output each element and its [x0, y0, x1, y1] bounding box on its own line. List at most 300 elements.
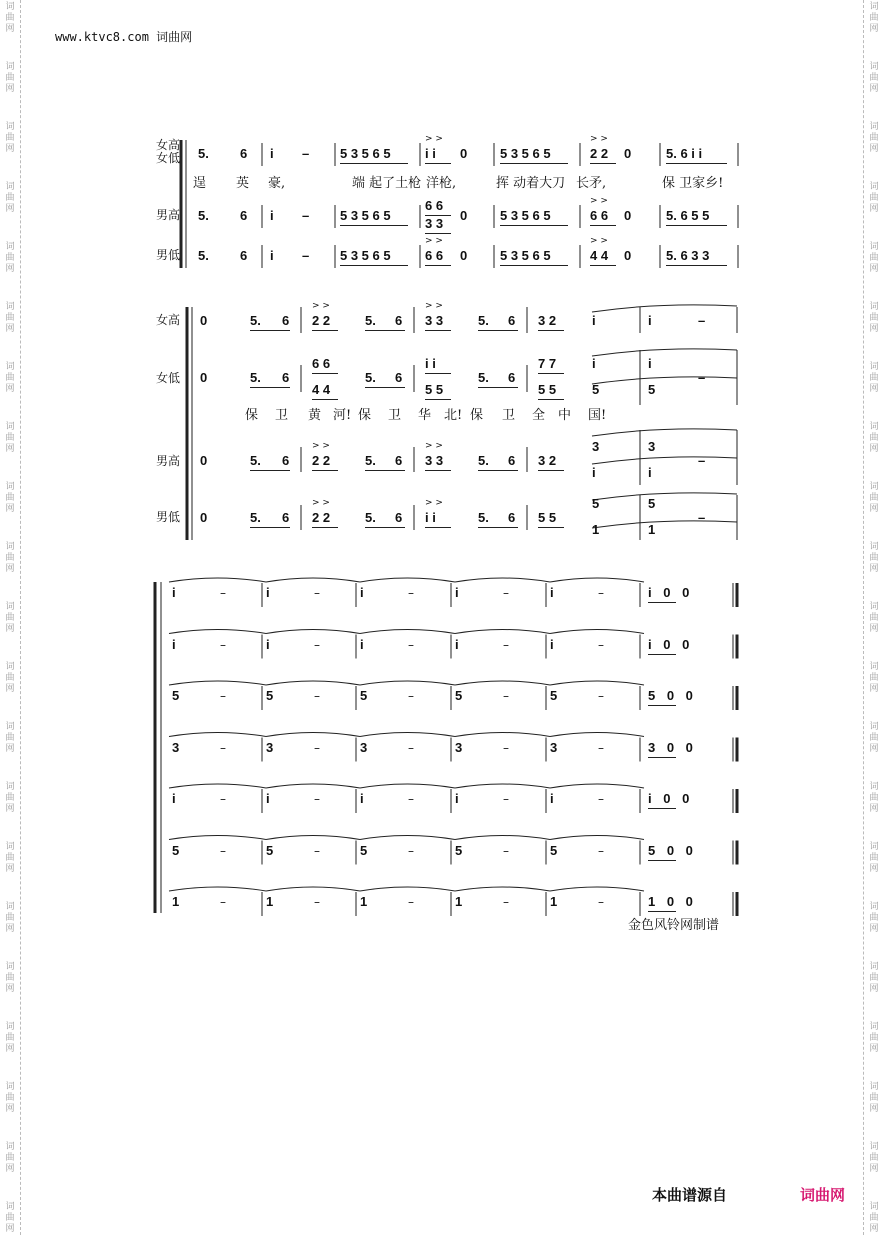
note: 6 6	[590, 208, 609, 223]
lyric: 卫	[502, 408, 516, 423]
voice-label-bass: 男低	[156, 248, 181, 262]
lyric: 黄	[308, 408, 322, 423]
voice-label-tenor-2: 男高	[156, 454, 181, 468]
note: 6	[282, 453, 290, 468]
site-name[interactable]: 词曲网	[156, 30, 193, 44]
note: 0	[624, 208, 632, 223]
watermark-text: 词 曲 网	[5, 1142, 15, 1174]
site-url[interactable]: www.ktvc8.com	[55, 30, 149, 44]
dash: –	[598, 637, 604, 652]
note: 0	[460, 208, 468, 223]
beam-line	[425, 215, 451, 216]
watermark-text: 词 曲 网	[869, 782, 879, 814]
dash: –	[408, 895, 414, 909]
note: 5. 6 i i	[666, 146, 703, 161]
accent-mark: > >	[425, 498, 443, 508]
note: 5.	[250, 370, 261, 385]
beam-line	[365, 387, 405, 388]
note: 5. 6 5 5	[666, 208, 710, 223]
watermark-text: 词 曲 网	[5, 1082, 15, 1114]
note: i	[266, 636, 270, 652]
beam-line	[365, 527, 405, 528]
note: 2 2	[312, 453, 331, 468]
beam-line	[250, 470, 290, 471]
accent-mark: > >	[312, 441, 330, 451]
note: –	[302, 248, 310, 263]
note: 5 3 5 6 5	[500, 146, 551, 161]
note: 6	[508, 510, 516, 525]
watermark-text: 词 曲 网	[869, 602, 879, 634]
note: 5	[550, 688, 558, 703]
note: 5	[455, 842, 463, 858]
beam-line	[340, 225, 408, 226]
dash: –	[220, 689, 226, 703]
beam-line	[538, 470, 564, 471]
note: 5.	[365, 370, 376, 385]
beam-line	[425, 527, 451, 528]
note: 6	[282, 370, 290, 385]
dash: –	[314, 792, 320, 806]
note: 6	[508, 370, 516, 385]
note: i	[172, 791, 176, 806]
beam-line	[648, 808, 676, 809]
watermark-text: 词 曲 网	[5, 482, 15, 514]
note: 6	[508, 313, 516, 328]
note: i 0 0	[648, 636, 694, 652]
lyric: 逞	[193, 176, 207, 191]
note: 1	[592, 522, 600, 537]
note: 3 2	[538, 313, 557, 328]
note: 5.	[478, 370, 489, 385]
note: 5.	[198, 208, 209, 223]
lyric: 保	[245, 408, 259, 423]
note: 3	[455, 739, 463, 755]
note: 4 4	[312, 382, 331, 397]
note: 5.	[198, 248, 209, 263]
note: 5	[172, 842, 180, 858]
watermark-text: 词 曲 网	[5, 122, 15, 154]
note: i	[360, 636, 364, 652]
note: 0	[200, 313, 208, 328]
note: 5	[648, 382, 656, 397]
note: 0	[624, 146, 632, 161]
note: 5.	[250, 453, 261, 468]
note: i	[592, 313, 596, 328]
lyric: 卫	[388, 408, 402, 423]
note: 5 3 5 6 5	[340, 248, 391, 263]
dash: –	[220, 895, 226, 909]
note: 1 0 0	[648, 894, 697, 909]
beam-line	[250, 527, 290, 528]
beam-line	[538, 399, 564, 400]
beam-line	[648, 602, 676, 603]
beam-line	[478, 387, 518, 388]
note: 6 6	[312, 356, 331, 371]
dash: –	[220, 740, 226, 755]
watermark-text: 词 曲 网	[869, 1022, 879, 1054]
lyric: 长矛,	[576, 176, 607, 191]
note: 5 5	[538, 510, 557, 525]
lyric: 全	[532, 408, 546, 423]
beam-line	[500, 225, 568, 226]
note: 2 2	[312, 313, 331, 328]
watermark-text: 词 曲 网	[5, 902, 15, 934]
beam-line	[478, 527, 518, 528]
dash: –	[503, 843, 509, 858]
dash: –	[408, 637, 414, 652]
note: 5 0 0	[648, 688, 697, 703]
note: 0	[200, 510, 208, 525]
lyric: 挥 动着大刀	[496, 176, 566, 191]
watermark-text: 词 曲 网	[5, 602, 15, 634]
dash: –	[408, 740, 414, 755]
note: 5.	[478, 453, 489, 468]
note: i	[455, 585, 459, 600]
watermark-text: 词 曲 网	[869, 902, 879, 934]
note: 3	[550, 739, 558, 755]
note: 5 3 5 6 5	[340, 208, 391, 223]
dash: –	[598, 586, 604, 600]
beam-line	[648, 705, 676, 706]
watermark-text: 词 曲 网	[5, 2, 15, 34]
note: 6 6	[425, 198, 444, 213]
watermark-text: 词 曲 网	[5, 542, 15, 574]
beam-line	[648, 911, 676, 912]
note: 5 3 5 6 5	[500, 248, 551, 263]
dash: –	[314, 689, 320, 703]
beam-line	[312, 330, 338, 331]
beam-line	[312, 470, 338, 471]
note: i	[592, 465, 596, 480]
note: i	[172, 585, 176, 600]
note: i	[270, 146, 274, 161]
note: i	[550, 636, 554, 652]
dash: –	[220, 637, 226, 652]
note: i 0 0	[648, 585, 694, 600]
beam-line	[425, 233, 451, 234]
note: i	[270, 208, 274, 223]
watermark-text: 词 曲 网	[869, 422, 879, 454]
note: 7 7	[538, 356, 557, 371]
note: 6	[395, 510, 403, 525]
accent-mark: > >	[425, 441, 443, 451]
note: 0	[460, 248, 468, 263]
note: 5	[648, 496, 656, 511]
accent-mark: > >	[590, 196, 608, 206]
footer-source-label: 本曲谱源自	[652, 1186, 728, 1204]
note: 5.	[365, 453, 376, 468]
beam-line	[500, 265, 568, 266]
note: 5.	[198, 146, 209, 161]
note: 1	[550, 894, 558, 909]
watermark-text: 词 曲 网	[869, 1202, 879, 1234]
lyric: 河!	[333, 408, 352, 423]
note: 5 5	[425, 382, 444, 397]
watermark-text: 词 曲 网	[869, 842, 879, 874]
note: 6	[240, 208, 248, 223]
note: 3	[172, 739, 180, 755]
voice-label-bass-2: 男低	[156, 510, 181, 524]
watermark-text: 词 曲 网	[869, 1142, 879, 1174]
watermark-text: 词 曲 网	[869, 2, 879, 34]
beam-line	[538, 527, 564, 528]
note: i 0 0	[648, 791, 694, 806]
watermark-text: 词 曲 网	[5, 662, 15, 694]
note: 4 4	[590, 248, 609, 263]
note: i	[592, 356, 596, 371]
dash: –	[314, 586, 320, 600]
credit-text: 金色风铃网制谱	[628, 918, 720, 933]
watermark-text: 词 曲 网	[869, 542, 879, 574]
lyric: 英	[236, 176, 250, 191]
accent-mark: > >	[590, 236, 608, 246]
watermark-text: 词 曲 网	[5, 1022, 15, 1054]
note: i	[648, 356, 652, 371]
beam-line	[666, 163, 727, 164]
beam-line	[500, 163, 568, 164]
beam-line	[365, 470, 405, 471]
note: 3	[648, 439, 656, 454]
dash: –	[598, 689, 604, 703]
note: 0	[460, 146, 468, 161]
note: i	[455, 636, 459, 652]
beam-line	[312, 527, 338, 528]
note: i	[455, 791, 459, 806]
dash: –	[314, 637, 320, 652]
note: 5	[592, 382, 600, 397]
beam-line	[425, 399, 451, 400]
note: 5.	[478, 313, 489, 328]
note: –	[698, 370, 706, 385]
dash: –	[598, 740, 604, 755]
voice-label-women: 女高 女低	[156, 138, 181, 165]
note: 3 3	[425, 216, 444, 231]
watermark-text: 词 曲 网	[5, 302, 15, 334]
dash: –	[220, 792, 226, 806]
note: 6	[240, 248, 248, 263]
note: 6	[395, 370, 403, 385]
beam-line	[312, 373, 338, 374]
dash: –	[314, 895, 320, 909]
note: 5 3 5 6 5	[340, 146, 391, 161]
note: 3	[592, 439, 600, 454]
note: 0	[624, 248, 632, 263]
watermark-text: 词 曲 网	[869, 662, 879, 694]
note: 3 3	[425, 313, 444, 328]
watermark-text: 词 曲 网	[869, 362, 879, 394]
note: 6 6	[425, 248, 444, 263]
note: 3 2	[538, 453, 557, 468]
note: 5	[266, 688, 274, 703]
lyric: 国!	[588, 408, 607, 423]
beam-line	[590, 265, 616, 266]
accent-mark: > >	[312, 301, 330, 311]
note: 6	[240, 146, 248, 161]
watermark-text: 词 曲 网	[869, 242, 879, 274]
note: 3 3	[425, 453, 444, 468]
watermark-text: 词 曲 网	[869, 302, 879, 334]
note: 1	[648, 522, 656, 537]
note: 2 2	[590, 146, 609, 161]
watermark-text: 词 曲 网	[5, 422, 15, 454]
lyric: 洋枪,	[426, 176, 457, 191]
note: i	[648, 313, 652, 328]
beam-line	[478, 470, 518, 471]
footer-source-site[interactable]: 词曲网	[800, 1186, 846, 1204]
watermark-text: 词 曲 网	[869, 62, 879, 94]
note: 1	[360, 894, 368, 909]
dash: –	[314, 843, 320, 858]
note: i	[360, 585, 364, 600]
note: i	[270, 248, 274, 263]
dash: –	[408, 586, 414, 600]
note: 6	[282, 510, 290, 525]
note: 5 0 0	[648, 842, 697, 858]
beam-line	[250, 387, 290, 388]
watermark-text: 词 曲 网	[869, 962, 879, 994]
dash: –	[220, 843, 226, 858]
note: –	[698, 510, 706, 525]
note: 1	[172, 894, 180, 909]
note: 6	[395, 313, 403, 328]
beam-line	[340, 163, 408, 164]
note: –	[302, 146, 310, 161]
note: i	[172, 636, 176, 652]
note: 3	[360, 739, 368, 755]
watermark-text: 词 曲 网	[869, 122, 879, 154]
note: 0	[200, 370, 208, 385]
dash: –	[314, 740, 320, 755]
note: i	[550, 585, 554, 600]
beam-line	[538, 373, 564, 374]
voice-label-soprano: 女高	[156, 313, 181, 327]
beam-line	[425, 163, 451, 164]
dash: –	[503, 792, 509, 806]
beam-line	[425, 265, 451, 266]
watermark-text: 词 曲 网	[869, 1082, 879, 1114]
accent-mark: > >	[425, 301, 443, 311]
note: 3	[266, 739, 274, 755]
note: i i	[425, 510, 436, 525]
note: 5. 6 3 3	[666, 248, 710, 263]
beam-line	[590, 163, 616, 164]
note: 5 5	[538, 382, 557, 397]
note: 6	[395, 453, 403, 468]
voice-label-tenor: 男高	[156, 208, 181, 222]
watermark-text: 词 曲 网	[5, 1202, 15, 1234]
note: 6	[282, 313, 290, 328]
watermark-text: 词 曲 网	[5, 62, 15, 94]
note: 5	[266, 842, 274, 858]
accent-mark: > >	[425, 236, 443, 246]
note: 1	[455, 894, 463, 909]
dash: –	[503, 895, 509, 909]
note: 2 2	[312, 510, 331, 525]
note: 0	[200, 453, 208, 468]
beam-line	[590, 225, 616, 226]
accent-mark: > >	[590, 134, 608, 144]
watermark-text: 词 曲 网	[5, 182, 15, 214]
note: 5	[172, 688, 180, 703]
watermark-text: 词 曲 网	[869, 482, 879, 514]
note: i	[360, 791, 364, 806]
beam-line	[666, 265, 727, 266]
dash: –	[598, 792, 604, 806]
beam-line	[648, 757, 676, 758]
accent-mark: > >	[425, 134, 443, 144]
note: 5.	[365, 313, 376, 328]
watermark-text: 词 曲 网	[5, 722, 15, 754]
note: 1	[266, 894, 274, 909]
voice-label-alto: 女低	[156, 371, 181, 385]
watermark-text: 词 曲 网	[869, 722, 879, 754]
note: i	[648, 465, 652, 480]
watermark-text: 词 曲 网	[5, 242, 15, 274]
dash: –	[220, 586, 226, 600]
note: 5	[455, 688, 463, 703]
dash: –	[598, 895, 604, 909]
lyric: 端 起了土枪	[352, 176, 422, 191]
beam-line	[538, 330, 564, 331]
lyric: 保 卫家乡!	[662, 176, 724, 191]
note: 5 3 5 6 5	[500, 208, 551, 223]
note: 5	[360, 842, 368, 858]
note: 5	[592, 496, 600, 511]
watermark-text: 词 曲 网	[5, 782, 15, 814]
beam-line	[648, 860, 676, 861]
note: –	[698, 313, 706, 328]
note: 5.	[250, 313, 261, 328]
note: 3 0 0	[648, 739, 697, 755]
beam-line	[250, 330, 290, 331]
watermark-text: 词 曲 网	[5, 362, 15, 394]
dash: –	[503, 637, 509, 652]
beam-line	[425, 330, 451, 331]
dash: –	[503, 740, 509, 755]
note: 6	[508, 453, 516, 468]
accent-mark: > >	[312, 498, 330, 508]
dash: –	[408, 689, 414, 703]
note: 5.	[365, 510, 376, 525]
beam-line	[425, 470, 451, 471]
note: i	[266, 791, 270, 806]
watermark-text: 词 曲 网	[869, 182, 879, 214]
beam-line	[478, 330, 518, 331]
lyric: 北!	[444, 408, 463, 423]
lyric: 保	[358, 408, 372, 423]
beam-line	[648, 654, 676, 655]
note: 5.	[250, 510, 261, 525]
note: 5	[550, 842, 558, 858]
note: i i	[425, 146, 436, 161]
lyric: 中	[558, 408, 572, 423]
dash: –	[408, 843, 414, 858]
beam-line	[666, 225, 727, 226]
dash: –	[503, 586, 509, 600]
note: 5.	[478, 510, 489, 525]
dash: –	[598, 843, 604, 858]
note: i i	[425, 356, 436, 371]
lyric: 华	[418, 408, 432, 423]
dash: –	[503, 689, 509, 703]
beam-line	[312, 399, 338, 400]
beam-line	[425, 373, 451, 374]
note: 5	[360, 688, 368, 703]
watermark-text: 词 曲 网	[5, 962, 15, 994]
dash: –	[408, 792, 414, 806]
watermark-text: 词 曲 网	[5, 842, 15, 874]
lyric: 保	[470, 408, 484, 423]
